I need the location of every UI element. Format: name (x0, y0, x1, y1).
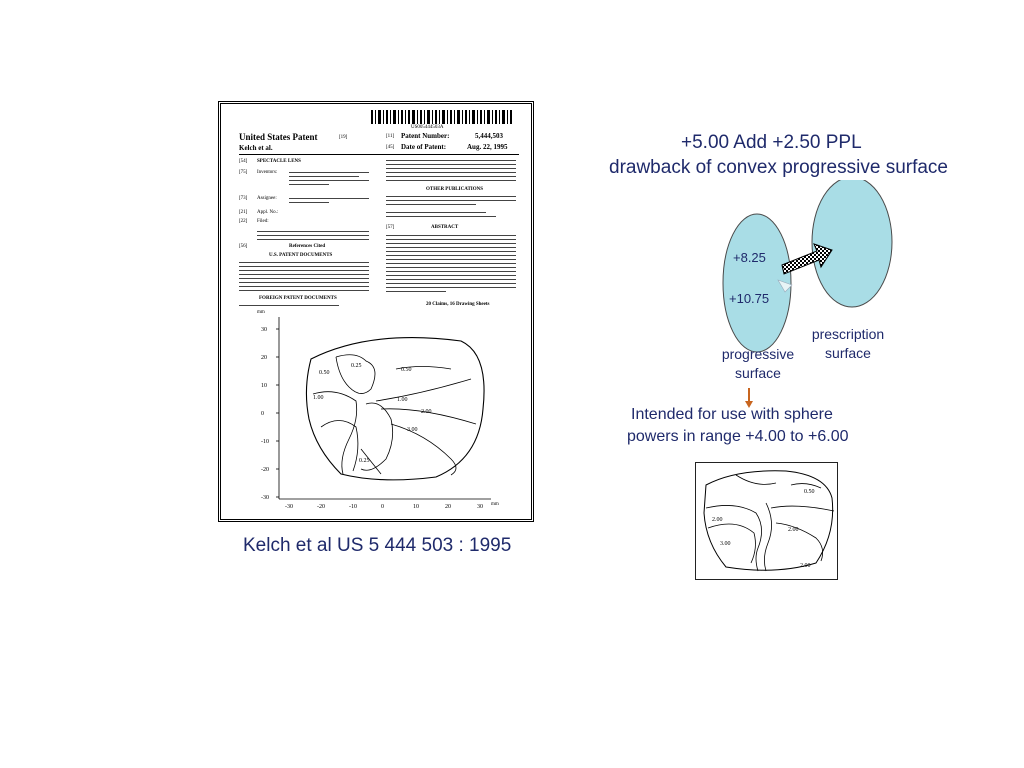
patent-authors: Kelch et al. (239, 144, 273, 152)
x-tick-label: -20 (317, 504, 325, 510)
x-tick-label: 20 (445, 504, 451, 510)
contour-plot (221, 309, 531, 519)
lens-value-bottom: +10.75 (729, 291, 770, 306)
slide-title-line1: +5.00 Add +2.50 PPL (681, 132, 862, 153)
contour-label: 1.00 (313, 395, 324, 401)
y-tick-label: -10 (261, 439, 269, 445)
contour-label: 3.00 (407, 427, 418, 433)
svg-text:mm: mm (257, 310, 265, 315)
contour-label: 1.00 (397, 397, 408, 403)
contour-label: 0.25 (351, 363, 362, 369)
usage-note-line2: powers in range +4.00 to +6.00 (627, 428, 849, 445)
usage-note-line1: Intended for use with sphere (631, 406, 833, 423)
x-tick-label: 10 (413, 504, 419, 510)
patent-date: Aug. 22, 1995 (467, 143, 508, 151)
contour-label: 2.00 (421, 409, 432, 415)
patent-office: United States Patent (239, 132, 318, 142)
contour-label: 0.25 (359, 458, 370, 464)
contour-label: 0.50 (401, 367, 412, 373)
patent-title: SPECTACLE LENS (257, 159, 301, 164)
small-contour-map (695, 462, 838, 580)
x-tick-label: -10 (349, 504, 357, 510)
contour-label: 0.50 (319, 370, 330, 376)
y-tick-label: 10 (261, 383, 267, 389)
y-tick-label: 0 (261, 411, 264, 417)
patent-number: 5,444,503 (475, 132, 503, 140)
progressive-surface-label: progressive surface (721, 346, 795, 381)
small-map-label: 3.00 (720, 541, 731, 547)
slide-title-line2: drawback of convex progressive surface (609, 157, 948, 178)
prescription-surface-lens (812, 180, 892, 307)
patent-document-image: US005444503A United States Patent [19] Kelch et al. [11] Patent Number: 5,444,503 [45] Date of Patent: Aug. 22, 1995 [54] SPECTACLE LENS [75] Inventors: [73] Assignee: [21] Appl. No.: [22] Filed: [56] References Cited U.S. PATENT DOCUMENTS FOREIGN PATENT DOCUMENTS OTHER PUBLICATIONS [57] ABSTRACT 20 Claims, 16 Drawing Sheets mm mm 30 20 10 0 -10 -20 -30 -30 -20 -10 0 10 20 30 0.25 0.50 0.50 1.00 1.00 2.00 3.00 0.25 (218, 101, 534, 522)
patent-caption: Kelch et al US 5 444 503 : 1995 (243, 535, 512, 556)
prescription-surface-label: prescription surface (811, 326, 885, 361)
svg-text:mm: mm (491, 502, 499, 507)
barcode-graphic (371, 110, 521, 128)
x-tick-label: -30 (285, 504, 293, 510)
barcode-number: US005444503A (411, 125, 444, 130)
y-tick-label: -20 (261, 467, 269, 473)
y-tick-label: 20 (261, 355, 267, 361)
small-map-label: 2.00 (788, 527, 799, 533)
down-arrow-icon (745, 388, 753, 408)
small-contour-plot (696, 463, 837, 579)
y-tick-label: 30 (261, 327, 267, 333)
x-tick-label: 30 (477, 504, 483, 510)
y-tick-label: -30 (261, 495, 269, 501)
x-tick-label: 0 (381, 504, 384, 510)
small-map-label: 2.00 (800, 563, 811, 569)
small-map-label: 2.00 (712, 517, 723, 523)
lens-value-top: +8.25 (733, 250, 766, 265)
small-map-label: 0.50 (804, 489, 815, 495)
